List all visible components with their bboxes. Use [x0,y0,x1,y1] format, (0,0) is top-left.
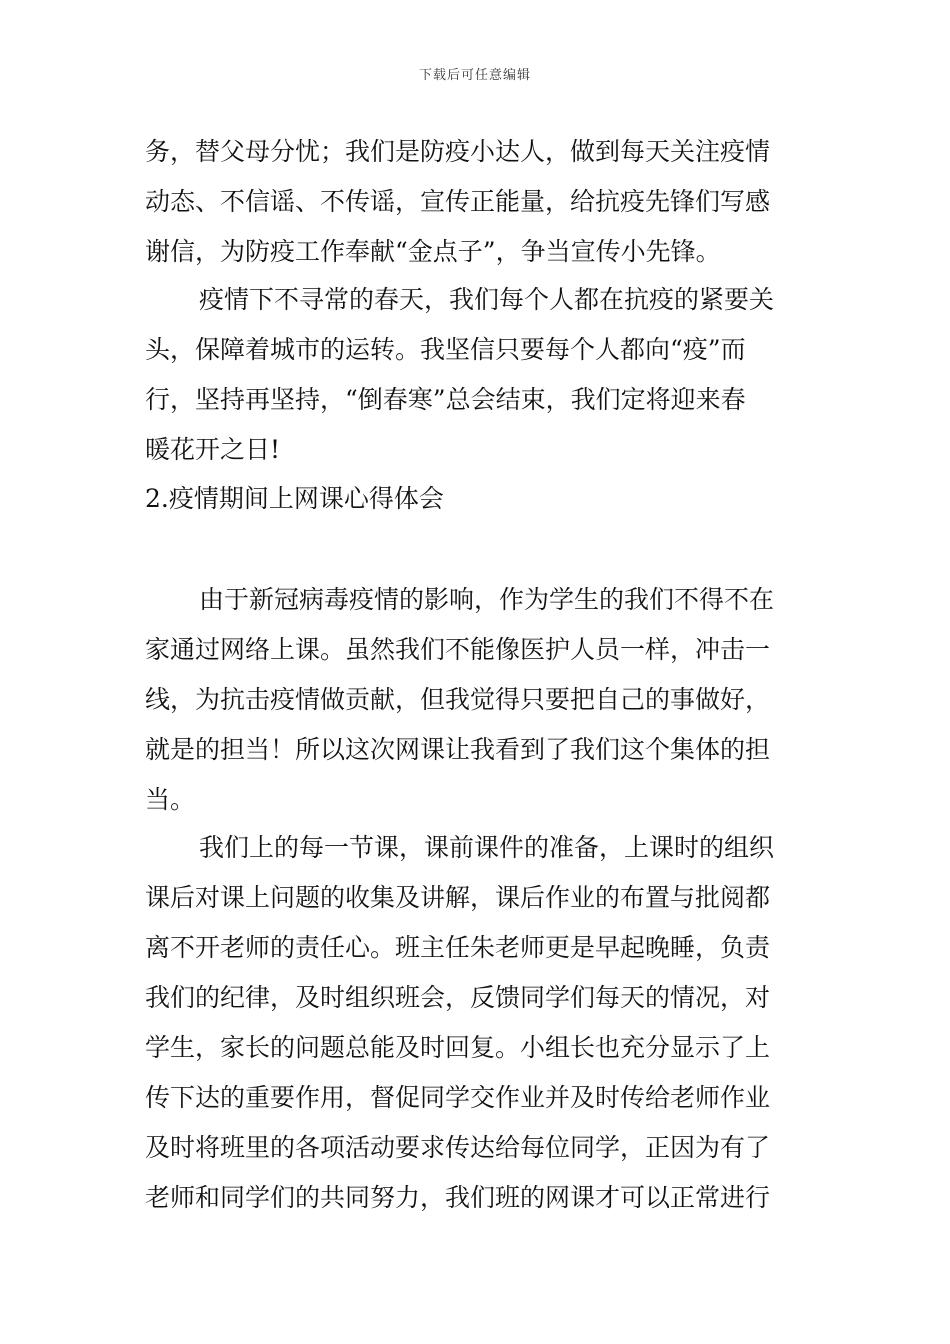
text-line: 行，坚持再坚持，“倒春寒”总会结束，我们定将迎来春 [145,385,746,414]
text-line: 我们的纪律，及时组织班会，反馈同学们每天的情况，对 [145,983,771,1012]
section-heading [145,474,810,524]
heading-text: 2.疫情期间上网课心得体会 [145,484,444,513]
text-line: 及时将班里的各项活动要求传达给每位同学，正因为有了 [145,1133,771,1162]
text-line: 谢信，为防疫工作奉献“金点子”，争当宣传小先锋。 [145,237,721,266]
text-line: 学生，家长的问题总能及时回复。小组长也充分显示了上 [145,1033,771,1062]
text-line: 务，替父母分忧；我们是防疫小达人，做到每天关注疫情 [145,137,771,166]
text-line: 就是的担当！所以这次网课让我看到了我们这个集体的担 [145,735,771,764]
text-line: 疫情下不寻常的春天，我们每个人都在抗疫的紧要关 [199,285,775,314]
text-line: 传下达的重要作用，督促同学交作业并及时传给老师作业 [145,1083,771,1112]
text-line: 课后对课上问题的收集及讲解，课后作业的布置与批阅都 [145,883,771,912]
text-line: 动态、不信谣、不传谣，宣传正能量，给抗疫先锋们写感 [145,187,771,216]
text-line: 离不开老师的责任心。班主任朱老师更是早起晚睡，负责 [145,933,771,962]
paragraph-3 [145,575,810,825]
text-line: 头，保障着城市的运转。我坚信只要每个人都向“疫”而 [145,335,746,364]
text-line: 线，为抗击疫情做贡献，但我觉得只要把自己的事做好， [145,685,771,714]
page-header: 下载后可任意编辑 [418,68,531,83]
text-line: 我们上的每一节课，课前课件的准备，上课时的组织 [199,833,775,862]
text-line: 老师和同学们的共同努力，我们班的网课才可以正常进行 [145,1183,771,1212]
text-line: 当。 [145,785,196,814]
paragraph-2 [145,275,810,475]
text-line: 暖花开之日! [145,435,281,464]
paragraph-1 [145,127,810,277]
paragraph-4 [145,823,810,1223]
text-line: 家通过网络上课。虽然我们不能像医护人员一样，冲击一 [145,635,771,664]
text-line: 由于新冠病毒疫情的影响，作为学生的我们不得不在 [199,585,775,614]
